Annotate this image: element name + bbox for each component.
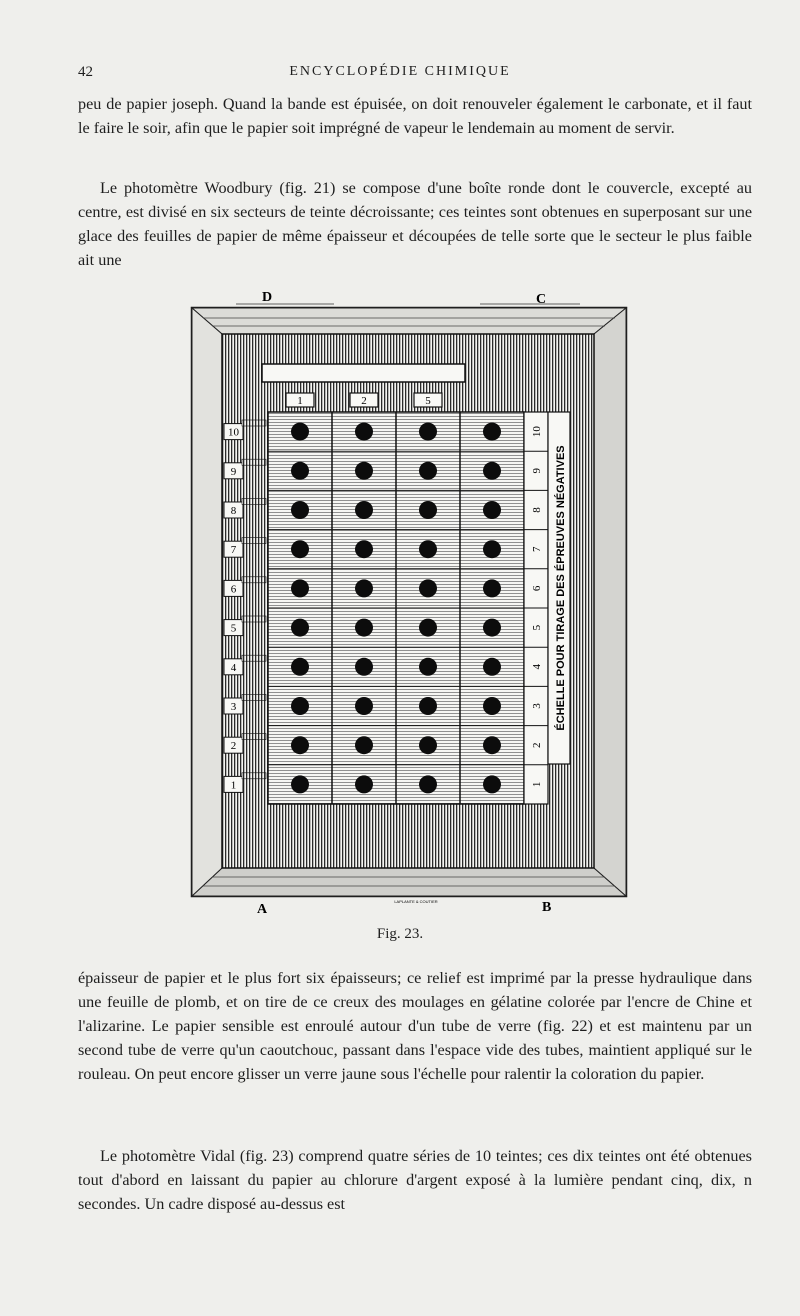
corner-letter-d: D (262, 290, 273, 305)
running-head: ENCYCLOPÉDIE CHIMIQUE (289, 64, 511, 79)
row-label-right: 7 (531, 546, 543, 552)
tint-dot (355, 658, 373, 676)
tint-dot (355, 579, 373, 597)
tint-dot (355, 540, 373, 558)
tint-dot (291, 775, 309, 793)
tint-dot (291, 501, 309, 519)
row-label-right: 6 (531, 585, 543, 592)
tint-dot (355, 423, 373, 441)
row-label-left: 4 (230, 661, 237, 674)
engraver-signature: LAPLANTE & COUTIER (394, 899, 438, 904)
tint-dot (355, 462, 373, 480)
frame-bevel-bottom (192, 868, 626, 896)
row-label-left: 1 (230, 779, 237, 792)
tint-dot (291, 462, 309, 480)
paragraph-3: épaisseur de papier et le plus fort six épaisseurs; ce relief est imprimé par la presse hydraulique dans une feuille de plomb, et on tire de ce creux des moulages en gélatine colorée par l'encre de Chine et l'alizarine. Le papier sensible est enroulé autour d'un tube de verre (fig. 22) et est maintenu par un second tube de verre qu'un caoutchouc, passant dans l'espace vide des tubes, maintient appliqué sur le rouleau. On peut encore glisser un verre jaune sous l'échelle pour ralentir la coloration du papier. (78, 969, 752, 1083)
row-label-left: 8 (230, 505, 237, 517)
row-label-right: 10 (531, 426, 543, 438)
row-label-right: 5 (531, 624, 543, 631)
corner-letter-b: B (542, 900, 552, 915)
tint-dot (355, 619, 373, 637)
paragraph-1: peu de papier joseph. Quand la bande est épuisée, on doit renouveler également le carbonate, et il faut le faire le soir, afin que le papier soit imprégné de vapeur le lendemain au moment de servir. (78, 95, 752, 137)
tint-dot (483, 501, 501, 519)
frame-bevel-right (594, 308, 626, 896)
column-label: 2 (361, 395, 367, 407)
tint-dot (291, 697, 309, 715)
tint-dot (483, 697, 501, 715)
tint-dot (291, 540, 309, 558)
tint-dot (483, 423, 501, 441)
paragraph-4 (78, 1144, 752, 1216)
tint-dot (419, 619, 437, 637)
frame-bevel-left (192, 308, 222, 896)
tint-dot (419, 775, 437, 793)
tint-dot (291, 423, 309, 441)
row-label-right: 8 (531, 507, 543, 513)
top-slot (262, 364, 465, 382)
row-label-right: 3 (531, 703, 543, 709)
row-label-comb (242, 420, 266, 426)
tint-dot (483, 619, 501, 637)
corner-letter-a: A (257, 902, 268, 917)
row-label-right: 9 (531, 468, 543, 474)
tint-dot (419, 658, 437, 676)
tint-dot (355, 775, 373, 793)
tint-dot (291, 736, 309, 754)
row-label-right: 4 (531, 664, 543, 670)
tint-dot (483, 462, 501, 480)
tint-dot (355, 736, 373, 754)
tint-dot (355, 501, 373, 519)
tint-dot (483, 540, 501, 558)
row-label-left: 3 (230, 701, 237, 713)
tint-dot (419, 423, 437, 441)
tint-dot (483, 579, 501, 597)
row-label-left: 7 (230, 544, 237, 557)
tint-dot (419, 579, 437, 597)
row-label-left: 9 (230, 465, 237, 478)
paragraph-2-text: Le photomètre Woodbury (fig. 21) se compose d'une boîte ronde dont le couvercle, excepté au centre, est divisé en six secteurs de teinte décroissante; ces teintes sont obtenues en superposant sur une glace des feuilles de papier de même épaisseur et découpées de telle sorte que le secteur le plus faible ait une (78, 179, 752, 269)
tint-dot (483, 775, 501, 793)
tint-dot (419, 697, 437, 715)
row-label-comb (242, 459, 266, 465)
row-label-left: 2 (230, 740, 237, 753)
column-label: 1 (297, 395, 303, 407)
row-label-right: 1 (531, 781, 543, 788)
row-label-comb (242, 773, 266, 779)
page-number: 42 (78, 64, 93, 80)
tint-dot (355, 697, 373, 715)
row-label-comb (242, 734, 266, 740)
tint-dot (419, 501, 437, 519)
row-label-comb (242, 655, 266, 661)
row-label-left: 10 (228, 426, 239, 439)
column-label: 5 (425, 395, 431, 407)
row-label-comb (242, 694, 266, 700)
tint-dot (483, 658, 501, 676)
row-label-left: 6 (230, 583, 237, 596)
tint-dot (291, 619, 309, 637)
vertical-scale-label: ÉCHELLE POUR TIRAGE DES ÉPREUVES NÉGATIVES (555, 445, 567, 731)
row-label-left: 5 (230, 622, 237, 635)
corner-letter-c: C (536, 292, 547, 307)
row-label-comb (242, 577, 266, 583)
tint-dot (483, 736, 501, 754)
paragraph-4-text: Le photomètre Vidal (fig. 23) comprend quatre séries de 10 teintes; ces dix teintes ont été obtenues tout d'abord en laissant du papier au chlorure d'argent exposé à la lumière pendant cinq, dix, n secondes. Un cadre disposé au-dessus est (78, 1147, 752, 1213)
row-label-comb (242, 498, 266, 504)
row-label-right: 2 (531, 742, 543, 748)
tint-dot (291, 579, 309, 597)
tint-dot (419, 540, 437, 558)
row-label-comb (242, 616, 266, 622)
frame-bevel-top (192, 308, 626, 334)
tint-dot (419, 462, 437, 480)
tint-dot (291, 658, 309, 676)
figure-caption: Fig. 23. (376, 926, 424, 942)
tint-dot (419, 736, 437, 754)
row-label-comb (242, 538, 266, 544)
